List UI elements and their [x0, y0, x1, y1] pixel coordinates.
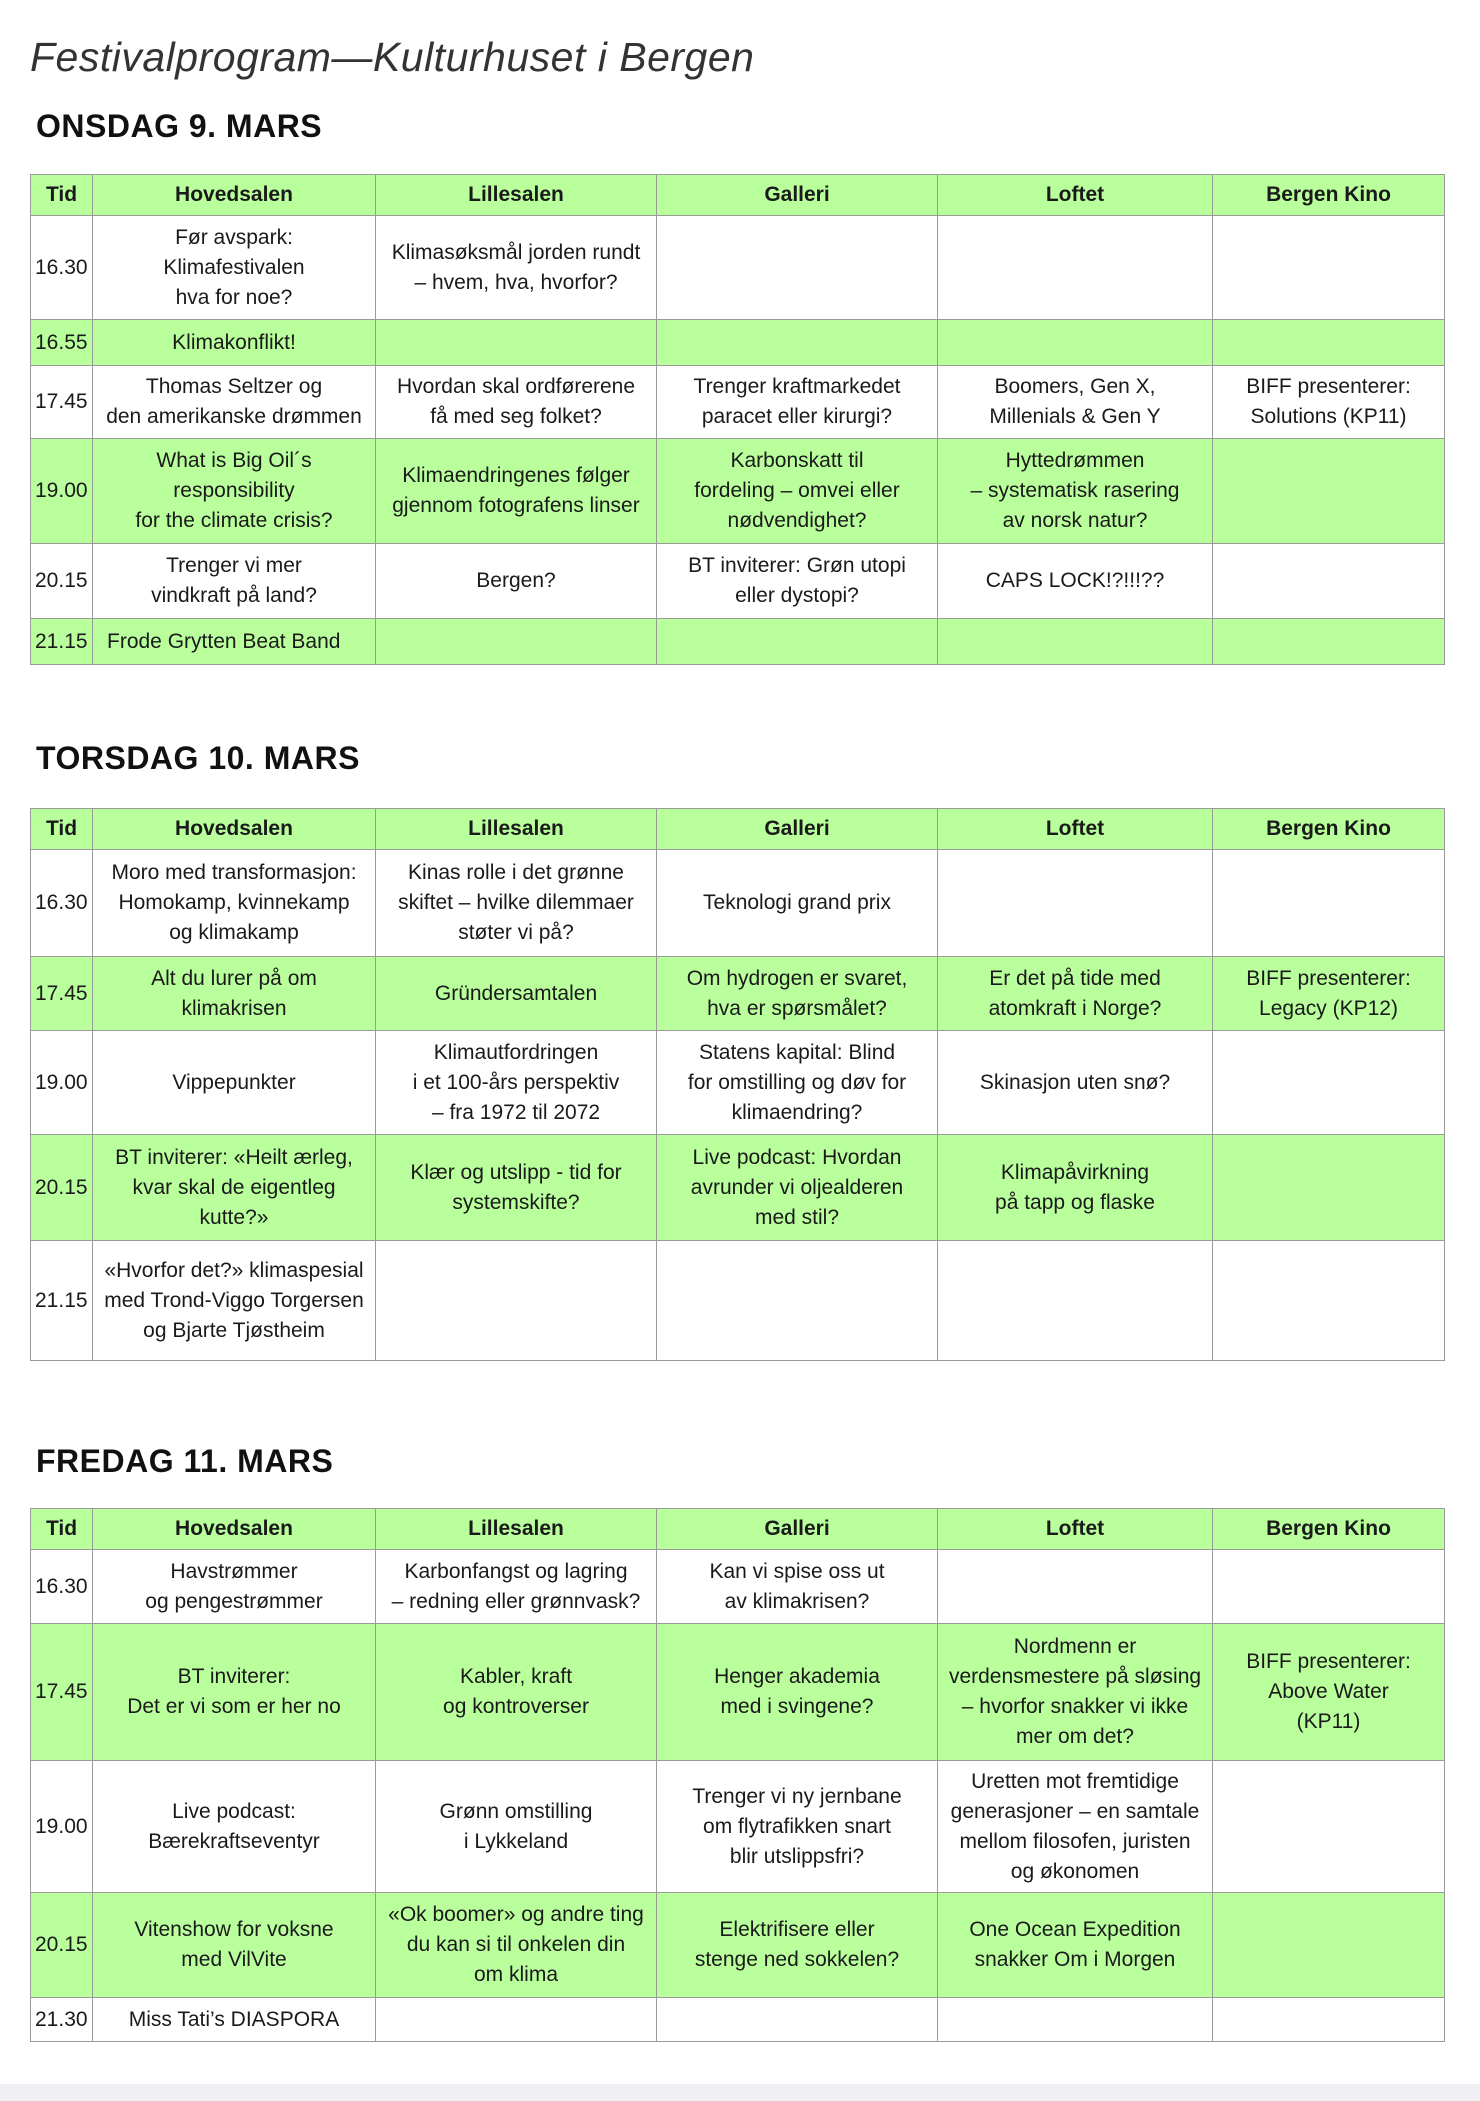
- table-row: [31, 1893, 1445, 1998]
- event-cell: [1213, 439, 1445, 544]
- event-cell: [376, 619, 657, 665]
- event-cell: [938, 320, 1213, 366]
- column-header: Galleri: [657, 175, 938, 216]
- table-row: [31, 1241, 1445, 1361]
- table-row: [31, 1550, 1445, 1624]
- event-cell: [657, 216, 938, 320]
- event-cell: BT inviterer: Det er vi som er her no: [93, 1624, 376, 1761]
- event-cell: One Ocean Expedition snakker Om i Morgen: [938, 1893, 1213, 1998]
- event-cell: Skinasjon uten snø?: [938, 1031, 1213, 1135]
- event-cell: Klimakonflikt!: [93, 320, 376, 366]
- table-row: [31, 216, 1445, 320]
- column-header: Bergen Kino: [1213, 1509, 1445, 1550]
- column-header: Loftet: [938, 809, 1213, 850]
- column-header: Galleri: [657, 809, 938, 850]
- event-cell: Elektrifisere eller stenge ned sokkelen?: [657, 1893, 938, 1998]
- column-header: Bergen Kino: [1213, 809, 1445, 850]
- event-cell: [938, 850, 1213, 957]
- event-cell: Karbonfangst og lagring – redning eller grønnvask?: [376, 1550, 657, 1624]
- event-cell: [657, 619, 938, 665]
- column-header: Lillesalen: [376, 175, 657, 216]
- event-cell: Nordmenn er verdensmestere på sløsing – hvorfor snakker vi ikke mer om det?: [938, 1624, 1213, 1761]
- column-header: Hovedsalen: [93, 1509, 376, 1550]
- event-cell: Klær og utslipp - tid for systemskifte?: [376, 1135, 657, 1241]
- schedule-table-torsdag: [30, 808, 1445, 1361]
- time-cell: 20.15: [31, 1893, 93, 1998]
- event-cell: Hvordan skal ordførerene få med seg folket?: [376, 366, 657, 439]
- event-cell: Bergen?: [376, 544, 657, 619]
- header-row: [31, 809, 1445, 850]
- event-cell: [938, 619, 1213, 665]
- event-cell: BIFF presenterer: Above Water (KP11): [1213, 1624, 1445, 1761]
- event-cell: Statens kapital: Blind for omstilling og døv for klimaendring?: [657, 1031, 938, 1135]
- event-cell: [938, 1241, 1213, 1361]
- event-cell: BIFF presenterer: Solutions (KP11): [1213, 366, 1445, 439]
- event-cell: [1213, 216, 1445, 320]
- event-cell: [1213, 850, 1445, 957]
- event-cell: [657, 320, 938, 366]
- event-cell: Miss Tati’s DIASPORA: [93, 1998, 376, 2042]
- event-cell: [1213, 1135, 1445, 1241]
- event-cell: Hyttedrømmen – systematisk rasering av norsk natur?: [938, 439, 1213, 544]
- column-header: Tid: [31, 1509, 93, 1550]
- time-cell: 21.30: [31, 1998, 93, 2042]
- event-cell: CAPS LOCK!?!!!??: [938, 544, 1213, 619]
- event-cell: [1213, 1241, 1445, 1361]
- time-cell: 20.15: [31, 1135, 93, 1241]
- event-cell: Kabler, kraft og kontroverser: [376, 1624, 657, 1761]
- event-cell: Før avspark: Klimafestivalen hva for noe?: [93, 216, 376, 320]
- column-header: Loftet: [938, 1509, 1213, 1550]
- column-header: Loftet: [938, 175, 1213, 216]
- event-cell: BIFF presenterer: Legacy (KP12): [1213, 957, 1445, 1031]
- schedule-table-fredag: [30, 1508, 1445, 2042]
- table-row: [31, 850, 1445, 957]
- table-row: [31, 1135, 1445, 1241]
- table-row: [31, 320, 1445, 366]
- bottom-edge: [0, 2084, 1480, 2101]
- event-cell: Trenger kraftmarkedet paracet eller kirurgi?: [657, 366, 938, 439]
- table-row: [31, 1624, 1445, 1761]
- event-cell: [1213, 1761, 1445, 1893]
- event-cell: [376, 1998, 657, 2042]
- event-cell: Trenger vi mer vindkraft på land?: [93, 544, 376, 619]
- column-header: Lillesalen: [376, 809, 657, 850]
- column-header: Galleri: [657, 1509, 938, 1550]
- event-cell: [657, 1241, 938, 1361]
- event-cell: Gründersamtalen: [376, 957, 657, 1031]
- event-cell: [1213, 320, 1445, 366]
- table-row: [31, 1031, 1445, 1135]
- event-cell: [1213, 1031, 1445, 1135]
- event-cell: Uretten mot fremtidige generasjoner – en samtale mellom filosofen, juristen og økonomen: [938, 1761, 1213, 1893]
- event-cell: Moro med transformasjon: Homokamp, kvinnekamp og klimakamp: [93, 850, 376, 957]
- event-cell: Teknologi grand prix: [657, 850, 938, 957]
- column-header: Hovedsalen: [93, 809, 376, 850]
- time-cell: 21.15: [31, 1241, 93, 1361]
- event-cell: Grønn omstilling i Lykkeland: [376, 1761, 657, 1893]
- time-cell: 16.30: [31, 216, 93, 320]
- event-cell: [1213, 544, 1445, 619]
- time-cell: 21.15: [31, 619, 93, 665]
- event-cell: BT inviterer: «Heilt ærleg, kvar skal de eigentleg kutte?»: [93, 1135, 376, 1241]
- table-row: [31, 544, 1445, 619]
- event-cell: Vippepunkter: [93, 1031, 376, 1135]
- event-cell: Thomas Seltzer og den amerikanske drømmen: [93, 366, 376, 439]
- time-cell: 17.45: [31, 366, 93, 439]
- event-cell: Karbonskatt til fordeling – omvei eller nødvendighet?: [657, 439, 938, 544]
- event-cell: [376, 320, 657, 366]
- event-cell: Havstrømmer og pengestrømmer: [93, 1550, 376, 1624]
- event-cell: What is Big Oil´s responsibility for the climate crisis?: [93, 439, 376, 544]
- table-row: [31, 1998, 1445, 2042]
- schedule-table-onsdag: [30, 174, 1445, 665]
- event-cell: [938, 216, 1213, 320]
- table-row: [31, 366, 1445, 439]
- column-header: Lillesalen: [376, 1509, 657, 1550]
- event-cell: Er det på tide med atomkraft i Norge?: [938, 957, 1213, 1031]
- event-cell: Henger akademia med i svingene?: [657, 1624, 938, 1761]
- event-cell: Live podcast: Bærekraftseventyr: [93, 1761, 376, 1893]
- event-cell: [1213, 1550, 1445, 1624]
- time-cell: 16.30: [31, 1550, 93, 1624]
- event-cell: Vitenshow for voksne med VilVite: [93, 1893, 376, 1998]
- page-title: Festivalprogram—Kulturhuset i Bergen: [30, 34, 755, 80]
- day-heading: FREDAG 11. MARS: [36, 1443, 334, 1479]
- header-row: [31, 1509, 1445, 1550]
- event-cell: [657, 1998, 938, 2042]
- day-heading: ONSDAG 9. MARS: [36, 108, 323, 144]
- event-cell: [376, 1241, 657, 1361]
- event-cell: Boomers, Gen X, Millenials & Gen Y: [938, 366, 1213, 439]
- event-cell: BT inviterer: Grøn utopi eller dystopi?: [657, 544, 938, 619]
- event-cell: [1213, 1893, 1445, 1998]
- event-cell: Klimasøksmål jorden rundt – hvem, hva, hvorfor?: [376, 216, 657, 320]
- event-cell: Klimautfordringen i et 100-års perspektiv – fra 1972 til 2072: [376, 1031, 657, 1135]
- event-cell: Alt du lurer på om klimakrisen: [93, 957, 376, 1031]
- column-header: Tid: [31, 809, 93, 850]
- column-header: Bergen Kino: [1213, 175, 1445, 216]
- event-cell: [938, 1998, 1213, 2042]
- time-cell: 17.45: [31, 1624, 93, 1761]
- event-cell: Trenger vi ny jernbane om flytrafikken snart blir utslippsfri?: [657, 1761, 938, 1893]
- time-cell: 16.55: [31, 320, 93, 366]
- event-cell: [938, 1550, 1213, 1624]
- table-row: [31, 957, 1445, 1031]
- event-cell: Om hydrogen er svaret, hva er spørsmålet?: [657, 957, 938, 1031]
- header-row: [31, 175, 1445, 216]
- event-cell: [1213, 619, 1445, 665]
- event-cell: Frode Grytten Beat Band: [93, 619, 376, 665]
- table-row: [31, 619, 1445, 665]
- time-cell: 19.00: [31, 1031, 93, 1135]
- time-cell: 16.30: [31, 850, 93, 957]
- event-cell: Kinas rolle i det grønne skiftet – hvilke dilemmaer støter vi på?: [376, 850, 657, 957]
- day-heading: TORSDAG 10. MARS: [36, 740, 360, 776]
- event-cell: Klimapåvirkning på tapp og flaske: [938, 1135, 1213, 1241]
- time-cell: 20.15: [31, 544, 93, 619]
- column-header: Tid: [31, 175, 93, 216]
- table-row: [31, 1761, 1445, 1893]
- event-cell: Live podcast: Hvordan avrunder vi oljealderen med stil?: [657, 1135, 938, 1241]
- event-cell: Klimaendringenes følger gjennom fotografens linser: [376, 439, 657, 544]
- event-cell: «Ok boomer» og andre ting du kan si til onkelen din om klima: [376, 1893, 657, 1998]
- time-cell: 19.00: [31, 1761, 93, 1893]
- event-cell: Kan vi spise oss ut av klimakrisen?: [657, 1550, 938, 1624]
- column-header: Hovedsalen: [93, 175, 376, 216]
- event-cell: [1213, 1998, 1445, 2042]
- time-cell: 17.45: [31, 957, 93, 1031]
- table-row: [31, 439, 1445, 544]
- time-cell: 19.00: [31, 439, 93, 544]
- event-cell: «Hvorfor det?» klimaspesial med Trond-Viggo Torgersen og Bjarte Tjøstheim: [93, 1241, 376, 1361]
